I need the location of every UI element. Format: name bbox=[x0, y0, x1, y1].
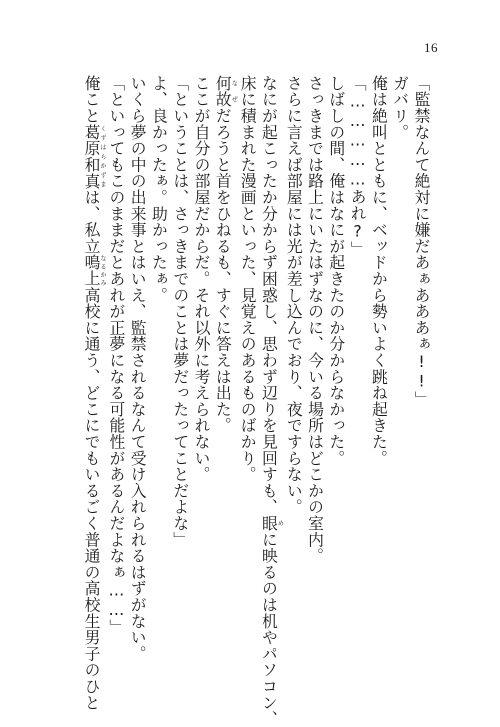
text-line: 「監禁なんて絶対に嫌だあぁあああぁ!!」 bbox=[412, 75, 431, 408]
text-line: 床に積まれた漫画といった、見覚えのあるものばかり。 bbox=[238, 75, 258, 483]
text-line: ここが自分の部屋だからだ。それ以外に考えられない。 bbox=[192, 75, 212, 483]
text-line: 「ということは、さっきまでのことは夢だったってことだよな」 bbox=[170, 75, 190, 548]
text-line: 何故なぜだろうと首をひねるも、すぐに答えは出た。 bbox=[213, 75, 238, 434]
text-line: いくら夢の中の出来事とはいえ、監禁されるなんて受け入れられるはずがない。 bbox=[128, 75, 148, 662]
text-line: さらに言えば部屋には光が差し込んでおり、夜ですらない。 bbox=[284, 75, 304, 516]
text-line: なにが起こったか分からず困惑し、思わず辺りを見回すも、眼めに映るのは机やパソコン、 bbox=[259, 75, 284, 727]
ruby-annotation: 鳴上なるかみ bbox=[82, 254, 107, 287]
text-line: さっきまでは路上にいたはずなのに、今いる場所はどこかの室内。 bbox=[305, 75, 325, 564]
text-line: 「といってもこのままだとあれが正夢になる可能性があるんだよなぁ……」 bbox=[106, 75, 126, 636]
ruby-annotation: 何故なぜ bbox=[213, 75, 238, 108]
ruby-annotation: 眼め bbox=[259, 515, 284, 532]
text-line: 俺こと葛原和真くずはらかずまは、私立鳴上なるかみ高校に通う、どこにでもいるごく普通の高校生男子のひと bbox=[82, 75, 107, 711]
vertical-text-body bbox=[81, 75, 432, 727]
text-line: しばしの間、俺はなにが起きたのか分からなかった。 bbox=[326, 75, 346, 467]
text-line: 「……………あれ?」 bbox=[348, 75, 368, 258]
ruby-annotation: 葛原和真くずはらかずま bbox=[82, 123, 107, 190]
text-line: よ、良かったぁ。助かったぁ。 bbox=[149, 75, 169, 304]
page-number: 16 bbox=[424, 40, 438, 55]
text-line: 俺は絶叫とともに、ベッドから勢いよく跳ね起きた。 bbox=[369, 75, 389, 467]
text-line: ガバリ。 bbox=[390, 75, 410, 141]
